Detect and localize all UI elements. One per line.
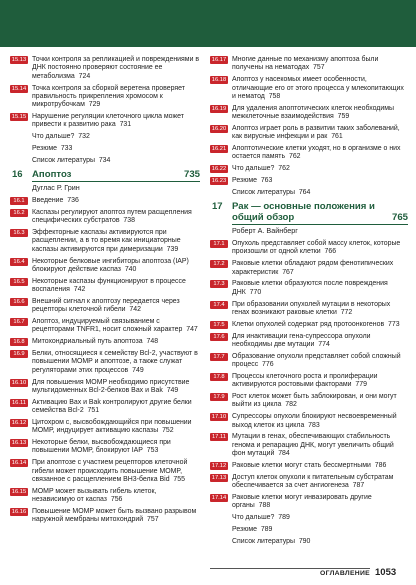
entry-page: 767 <box>282 268 294 276</box>
entry-page: 787 <box>352 481 365 489</box>
toc-entry[interactable] <box>210 145 408 162</box>
entry-title: Резюме <box>32 144 57 152</box>
entry-page: 749 <box>166 386 179 394</box>
section-number-badge: 16.3 <box>10 229 28 237</box>
chapter-17-heading[interactable] <box>210 201 408 235</box>
chapter-number: 16 <box>12 169 23 181</box>
toc-entry[interactable] <box>210 333 408 350</box>
entry-title: Резюме <box>232 525 257 533</box>
entry-page: 736 <box>67 197 79 205</box>
entry-page: 766 <box>324 248 337 256</box>
entry-title: Раковые клетки обладают рядом фенотипических характеристик <box>232 260 394 276</box>
section-number-badge: 16.5 <box>10 278 28 286</box>
toc-entry[interactable] <box>10 508 200 525</box>
entry-page: 776 <box>262 361 274 369</box>
entry-page: 789 <box>260 525 273 533</box>
entry-page: 747 <box>186 326 198 334</box>
section-number-badge: 17.9 <box>210 393 228 401</box>
entry-title: Что дальше? <box>232 513 275 521</box>
entry-page: 784 <box>278 450 290 457</box>
entry-title: Апоптоз играет роль в развитии таких заболеваний, как вирусные инфекции и рак <box>232 124 400 141</box>
entry-page: 731 <box>119 121 132 129</box>
section-number-badge: 16.6 <box>10 298 28 306</box>
entry-title: Апоптоз у насекомых имеет особенности, отличающие его от этого процесса у млекопитающих и нематод <box>232 76 404 100</box>
section-number-badge: 16.23 <box>211 177 227 184</box>
section-number-badge: 17.5 <box>210 321 228 329</box>
entry-page: 734 <box>98 156 111 164</box>
entry-title: Белки, относящиеся к семейству Bcl-2, участвуют в повышении MOMP и апоптозе, а также служат регуляторами этих процессов <box>32 350 198 374</box>
toc-entry[interactable] <box>210 125 408 142</box>
toc-entry[interactable] <box>210 76 408 101</box>
entry-title: Цитохром c, высвобождающийся при повышении MOMP, индуцирует активацию каспазы <box>32 418 192 435</box>
entry-title: Рост клеток может быть заблокирован, и они могут выйти из цикла <box>232 393 397 409</box>
entry-title: Для инактивации гена-супрессора опухоли необходимы две мутации <box>232 332 371 348</box>
section-number-badge: 16.10 <box>11 379 27 386</box>
section-number-badge: 16.4 <box>10 258 28 266</box>
section-number-badge: 15.13 <box>11 57 27 63</box>
toc-entry[interactable] <box>210 353 408 370</box>
section-number-badge: 17.10 <box>211 414 227 421</box>
entry-page: 755 <box>173 475 185 483</box>
section-number-badge: 16.13 <box>11 440 27 446</box>
section-number-badge: 16.12 <box>11 419 27 426</box>
section-number-badge: 17.7 <box>210 353 228 361</box>
entry-title: Доступ клеток опухоли к питательным субстратам обеспечивается за счет ангиогенеза <box>232 473 394 489</box>
entry-title: Список литературы <box>232 537 295 545</box>
chapter-title: Рак — основные положения и общий обзор <box>232 201 375 224</box>
entry-page: 790 <box>298 537 311 545</box>
entry-page: 757 <box>313 64 325 72</box>
toc-entry[interactable] <box>210 260 408 277</box>
toc-entry-plain[interactable] <box>210 538 408 546</box>
entry-page: 751 <box>87 407 100 415</box>
chapter-number: 17 <box>212 201 223 213</box>
toc-entry[interactable] <box>210 373 408 390</box>
entry-title: Супрессоры опухоли блокируют несвоевременный выход клеток из цикла <box>232 413 397 429</box>
entry-page: 742 <box>73 286 86 294</box>
section-number-badge: 16.21 <box>211 145 227 152</box>
entry-page: 789 <box>278 513 290 521</box>
toc-entry[interactable] <box>210 240 408 257</box>
entry-title: Каспазы регулируют апоптоз путем расщепления специфических субстратов <box>32 208 192 225</box>
entry-page: 748 <box>146 338 159 346</box>
chapter-page: 765 <box>391 212 408 224</box>
entry-page: 762 <box>288 153 301 161</box>
section-number-badge: 15.14 <box>11 85 27 92</box>
section-number-badge: 16.9 <box>10 350 28 358</box>
entry-page: 774 <box>318 340 330 348</box>
entry-page: 782 <box>285 401 297 409</box>
entry-page: 732 <box>78 133 90 141</box>
entry-title: Процессы клеточного роста и пролиферации активируются ростовыми факторами <box>232 372 378 389</box>
entry-page: 729 <box>88 101 101 109</box>
section-number-badge: 16.16 <box>11 508 27 515</box>
section-number-badge: 16.20 <box>211 125 227 132</box>
section-number-badge: 15.15 <box>11 114 27 120</box>
entry-title: При образовании опухолей мутации в некоторых генах возникают раковые клетки <box>232 300 391 316</box>
entry-page: 733 <box>60 144 73 152</box>
toc-entry[interactable] <box>210 105 408 122</box>
section-number-badge: 17.11 <box>211 434 227 441</box>
chapter-author: Дуглас Р. Грин <box>32 183 80 193</box>
chapter-16-heading[interactable] <box>10 169 200 192</box>
section-number-badge: 16.14 <box>11 460 27 467</box>
entry-title: Для повышения MOMP необходимо присутствие мультидоменных Bcl-2-белков Bax и Bak <box>32 378 190 394</box>
section-number-badge: 17.4 <box>210 301 228 309</box>
footer-label: ОГЛАВЛЕНИЕ <box>320 570 371 577</box>
section-number-badge: 17.12 <box>211 462 227 469</box>
toc-entry[interactable] <box>10 399 200 416</box>
toc-entry[interactable] <box>10 113 200 130</box>
toc-entry[interactable] <box>10 278 200 295</box>
entry-page: 742 <box>129 306 141 314</box>
toc-entry[interactable] <box>210 56 408 73</box>
entry-title: Точка контроля за сборкой веретена проверяет правильность прикрепления хромосом к микротрубочкам <box>32 84 185 109</box>
toc-entry[interactable] <box>10 338 200 346</box>
toc-entry[interactable] <box>10 318 200 335</box>
section-number-badge: 16.18 <box>211 77 227 84</box>
entry-page: 738 <box>123 217 135 225</box>
entry-title: Некоторые белковые ингибиторы апоптоза (IAP) блокируют действие каспаз <box>32 257 189 273</box>
entry-page: 770 <box>249 288 262 296</box>
toc-entry-plain[interactable] <box>210 514 408 522</box>
section-number-badge: 17.2 <box>210 260 228 268</box>
section-number-badge: 16.17 <box>211 57 227 63</box>
entry-title: Митохондриальный путь апоптоза <box>32 338 143 346</box>
entry-title: Список литературы <box>232 188 295 196</box>
toc-entry[interactable] <box>210 474 408 491</box>
entry-title: Раковые клетки могут инвазировать другие органы <box>232 493 372 510</box>
entry-page: 788 <box>258 502 271 510</box>
page-footer <box>0 565 416 585</box>
toc-entry[interactable] <box>10 488 200 505</box>
entry-page: 753 <box>146 447 159 455</box>
entry-title: Резюме <box>232 176 257 184</box>
entry-title: Образование опухоли представляет собой сложный процесс <box>232 352 401 369</box>
toc-entry[interactable] <box>210 321 408 329</box>
entry-title: Что дальше? <box>32 133 75 141</box>
entry-title: MOMP может вызывать гибель клеток, независимую от каспаз <box>32 487 157 503</box>
toc-entry-plain[interactable] <box>210 189 408 197</box>
section-number-badge: 17.13 <box>211 474 227 481</box>
entry-title: Опухоль представляет собой массу клеток, которые произошли от одной клетки <box>232 240 401 256</box>
toc-entry[interactable] <box>10 379 200 396</box>
toc-column-right <box>210 56 408 549</box>
entry-title: Список литературы <box>32 156 95 164</box>
chapter-title: Апоптоз <box>32 169 72 181</box>
entry-title: Эффекторные каспазы активируются при расщеплении, а в то время как инициаторные каспазы активируются при димеризации <box>32 229 181 253</box>
entry-title: Мутации в генах, обеспечивающих стабильность генома и репарацию ДНК, могут увеличить общий фон мутаций <box>232 433 394 457</box>
entry-page: 758 <box>268 92 281 100</box>
toc-entry[interactable] <box>210 177 408 185</box>
entry-page: 739 <box>166 245 179 253</box>
chapter-author: Роберт А. Вайнберг <box>232 226 298 236</box>
entry-page: 757 <box>147 516 159 524</box>
toc-entry[interactable] <box>210 280 408 297</box>
section-number-badge: 16.8 <box>10 338 28 346</box>
section-number-badge: 17.3 <box>210 280 228 288</box>
entry-title: При апоптозе с участием рецепторов клеточной гибели может происходить повышение MOMP, связанное с расщеплением ВН3-белка Bid <box>32 459 188 483</box>
entry-page: 772 <box>340 308 353 316</box>
toc-entry[interactable] <box>10 56 200 81</box>
entry-title: Для удаления апоптотических клеток необходимы межклеточные взаимодействия <box>232 104 394 120</box>
toc-entry[interactable] <box>10 197 200 205</box>
entry-page: 783 <box>308 421 320 429</box>
entry-title: Апоптоз, индуцируемый связыванием с рецепторами TNFR1, носит сложный характер <box>32 318 183 334</box>
toc-entry[interactable] <box>10 350 200 375</box>
entry-title: Точки контроля за репликацией и повреждениями в ДНК постоянно проверяют состояние ее метаболизма <box>32 56 200 80</box>
entry-title: Активацию Bax и Bak контролируют другие белки семейства Bcl-2 <box>32 398 192 415</box>
toc-entry[interactable] <box>210 393 408 410</box>
toc-entry-plain[interactable] <box>10 157 200 165</box>
toc-entry[interactable] <box>10 85 200 110</box>
entry-page: 764 <box>298 188 311 196</box>
entry-page: 786 <box>374 461 387 469</box>
entry-page: 759 <box>337 113 350 120</box>
entry-page: 773 <box>388 320 400 328</box>
toc-column-left <box>10 56 200 528</box>
entry-page: 749 <box>132 366 144 374</box>
section-number-badge: 16.15 <box>11 488 27 495</box>
entry-title: Нарушение регуляции клеточного цикла может привести к развитию рака <box>32 113 184 129</box>
entry-title: Внешний сигнал к апоптозу передается через рецепторы клеточной гибели <box>32 297 180 314</box>
toc-entry[interactable] <box>10 229 200 254</box>
entry-title: Повышение MOMP может быть вызвано разрывом наружной мембраны митохондрий <box>32 507 197 524</box>
toc-entry[interactable] <box>10 439 200 456</box>
entry-page: 724 <box>78 72 91 80</box>
footer-rule <box>210 568 370 569</box>
entry-page: 752 <box>162 427 174 435</box>
toc-entry[interactable] <box>10 298 200 315</box>
section-number-badge: 17.6 <box>210 333 228 341</box>
toc-entry[interactable] <box>210 301 408 318</box>
toc-entry-plain[interactable] <box>210 526 408 534</box>
toc-entry[interactable] <box>10 419 200 436</box>
entry-title: Клетки опухолей содержат ряд протоонкогенов <box>232 320 385 328</box>
chapter-page: 735 <box>183 169 200 181</box>
toc-entry[interactable] <box>210 433 408 458</box>
header-band <box>0 0 416 47</box>
section-number-badge: 17.14 <box>211 494 227 501</box>
entry-page: 763 <box>260 176 273 184</box>
entry-page: 762 <box>278 165 290 173</box>
entry-page: 756 <box>110 496 123 503</box>
section-number-badge: 16.22 <box>211 166 227 173</box>
section-number-badge: 17.1 <box>210 240 228 248</box>
entry-title: Введение <box>32 197 64 205</box>
section-number-badge: 16.11 <box>11 399 27 406</box>
toc-entry[interactable] <box>210 165 408 173</box>
toc-entry[interactable] <box>10 209 200 226</box>
toc-entry[interactable] <box>210 494 408 511</box>
section-number-badge: 16.7 <box>10 318 28 326</box>
toc-entry[interactable] <box>210 462 408 470</box>
toc-entry-plain[interactable] <box>10 133 200 141</box>
section-number-badge: 17.8 <box>210 373 228 381</box>
entry-title: Что дальше? <box>232 165 275 173</box>
entry-title: Раковые клетки могут стать бессмертными <box>232 461 371 469</box>
entry-title: Раковые клетки образуются после повреждения ДНК <box>232 280 388 296</box>
toc-entry[interactable] <box>10 258 200 275</box>
section-number-badge: 16.2 <box>10 209 28 217</box>
entry-title: Некоторые каспазы функционируют в процессе воспаления <box>32 277 186 294</box>
toc-entry-plain[interactable] <box>10 145 200 153</box>
section-number-badge: 16.1 <box>10 197 28 205</box>
entry-title: Апоптотические клетки уходят, но в организме о них остается память <box>232 144 401 161</box>
entry-page: 779 <box>355 381 367 389</box>
entry-title: Многие данные по механизму апоптоза были получены на нематодах <box>232 56 379 72</box>
toc-entry[interactable] <box>10 459 200 484</box>
toc-entry[interactable] <box>210 413 408 430</box>
entry-title: Некоторые белки, высвобождающиеся при повышении MOMP, блокируют IAP <box>32 439 171 455</box>
page-number: 1053 <box>375 567 397 578</box>
entry-page: 740 <box>124 265 137 273</box>
section-number-badge: 16.19 <box>211 105 227 112</box>
entry-page: 761 <box>331 133 343 141</box>
